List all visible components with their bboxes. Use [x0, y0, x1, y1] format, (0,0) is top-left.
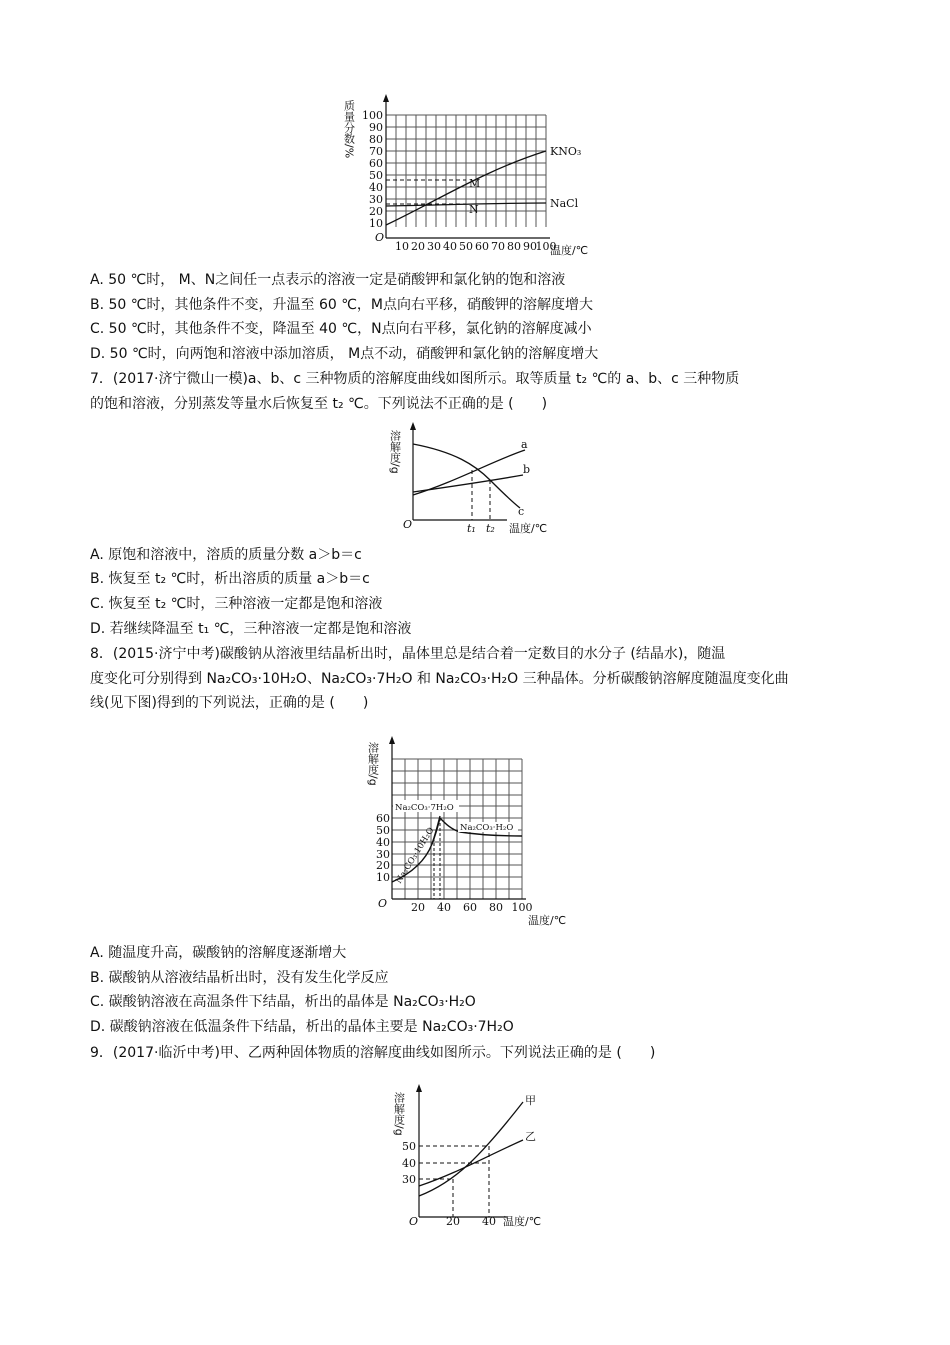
- x-axis-label: 温度/℃: [550, 244, 589, 257]
- curve-c: [413, 444, 520, 508]
- y-tick: 40: [369, 181, 383, 194]
- x-tick: 20: [446, 1215, 460, 1228]
- q8-option-c: C. 碳酸钠溶液在高温条件下结晶，析出的晶体是 Na₂CO₃·H₂O: [90, 994, 476, 1010]
- q7-option-d: D. 若继续降温至 t₁ ℃，三种溶液一定都是饱和溶液: [90, 621, 412, 637]
- y-tick: 80: [369, 133, 383, 146]
- y-tick: 30: [376, 848, 390, 861]
- q7-stem-line2: 的饱和溶液，分别蒸发等量水后恢复至 t₂ ℃。下列说法不正确的是 ( ): [90, 396, 548, 412]
- curve-a-label: a: [521, 438, 528, 451]
- y-tick: 30: [369, 193, 383, 206]
- y-tick: 50: [376, 824, 390, 837]
- x-tick: 60: [463, 901, 477, 914]
- jia-yi-solubility-chart: [392, 1082, 565, 1232]
- origin-label: O: [403, 518, 413, 531]
- q8-option-b: B. 碳酸钠从溶液结晶析出时，没有发生化学反应: [90, 970, 389, 986]
- y-axis-label: 溶解度/g: [392, 1092, 406, 1136]
- y-tick: 30: [402, 1173, 416, 1186]
- y-tick: 40: [376, 836, 390, 849]
- y-tick: 20: [376, 859, 390, 872]
- m-point-label: M: [469, 177, 481, 190]
- x-tick: 40: [437, 901, 451, 914]
- q7-stem-line1: 7．(2017·济宁微山一模)a、b、c 三种物质的溶解度曲线如图所示。取等质量 t₂ ℃的 a、b、c 三种物质: [90, 371, 740, 387]
- y-tick: 90: [369, 121, 383, 134]
- kno3-label: KNO₃: [550, 145, 582, 158]
- x-axis-label: 温度/℃: [509, 522, 548, 535]
- y-tick: 100: [362, 109, 383, 122]
- y-tick: 50: [402, 1140, 416, 1153]
- q8-stem-line3: 线(见下图)得到的下列说法，正确的是 ( ): [90, 695, 369, 711]
- heptahydrate-label: Na₂CO₃·7H₂O: [395, 803, 454, 813]
- x-tick: 40: [482, 1215, 496, 1228]
- curve-b: [413, 475, 523, 492]
- curve-a: [413, 450, 525, 495]
- y-tick: 70: [369, 145, 383, 158]
- y-tick: 40: [402, 1157, 416, 1170]
- q7-option-c: C. 恢复至 t₂ ℃时，三种溶液一定都是饱和溶液: [90, 596, 383, 612]
- y-axis-label: 质量分数/%: [342, 100, 356, 159]
- y-axis-label: 溶解度/g: [366, 742, 380, 786]
- y-tick: 60: [369, 157, 383, 170]
- y-tick: 10: [369, 217, 383, 230]
- curve-c-label: c: [518, 505, 525, 518]
- x-tick: 20: [411, 240, 425, 253]
- x-tick: 70: [491, 240, 505, 253]
- q8-stem-line1: 8．(2015·济宁中考)碳酸钠从溶液里结晶析出时，晶体里总是结合着一定数目的水分子 (结晶水)，随温: [90, 646, 726, 662]
- origin-label: O: [375, 231, 385, 244]
- yi-label: 乙: [525, 1130, 536, 1143]
- mass-fraction-chart: [342, 90, 620, 257]
- q6-option-d: D. 50 ℃时，向两饱和溶液中添加溶质， M点不动，硝酸钾和氯化钠的溶解度增大: [90, 346, 599, 362]
- abc-solubility-chart: [388, 420, 565, 540]
- x-tick: 30: [427, 240, 441, 253]
- q8-option-a: A. 随温度升高，碳酸钠的溶解度逐渐增大: [90, 945, 347, 961]
- q9-stem: 9．(2017·临沂中考)甲、乙两种固体物质的溶解度曲线如图所示。下列说法正确的是 ( ): [90, 1045, 656, 1061]
- y-tick: 50: [369, 169, 383, 182]
- x-tick: 100: [535, 240, 557, 253]
- na2co3-solubility-chart: [366, 734, 580, 929]
- x-tick: 10: [395, 240, 409, 253]
- q7-option-b: B. 恢复至 t₂ ℃时，析出溶质的质量 a＞b＝c: [90, 571, 370, 587]
- x-tick: 60: [475, 240, 489, 253]
- q8-stem-line2: 度变化可分别得到 Na₂CO₃·10H₂O、Na₂CO₃·7H₂O 和 Na₂CO₃·H₂O 三种晶体。分析碳酸钠溶解度随温度变化曲: [90, 671, 789, 687]
- q7-option-a: A. 原饱和溶液中，溶质的质量分数 a＞b＝c: [90, 547, 362, 563]
- y-axis-label: 溶解度/g: [388, 430, 402, 474]
- n-point-label: N: [469, 203, 479, 216]
- y-tick: 10: [376, 871, 390, 884]
- x-tick: 20: [411, 901, 425, 914]
- x-axis-label: 温度/℃: [503, 1215, 542, 1228]
- jia-label: 甲: [525, 1094, 536, 1107]
- t2-label: t₂: [486, 522, 495, 535]
- q8-option-d: D. 碳酸钠溶液在低温条件下结晶，析出的晶体主要是 Na₂CO₃·7H₂O: [90, 1019, 514, 1035]
- origin-label: O: [378, 897, 388, 910]
- x-tick: 40: [443, 240, 457, 253]
- x-axis-label: 温度/℃: [528, 914, 567, 927]
- nacl-label: NaCl: [550, 197, 579, 210]
- q6-option-a: A. 50 ℃时， M、N之间任一点表示的溶液一定是硝酸钾和氯化钠的饱和溶液: [90, 272, 566, 288]
- origin-label: O: [409, 1215, 419, 1228]
- x-tick: 100: [511, 901, 533, 914]
- t1-label: t₁: [467, 522, 476, 535]
- x-tick: 50: [459, 240, 473, 253]
- q6-option-c: C. 50 ℃时，其他条件不变，降温至 40 ℃，N点向右平移，氯化钠的溶解度减小: [90, 321, 592, 337]
- x-tick: 90: [523, 240, 537, 253]
- jia-curve: [419, 1102, 523, 1196]
- y-tick: 20: [369, 205, 383, 218]
- decahydrate-label: Na₂CO₃·10H₂O: [394, 825, 437, 886]
- curve-b-label: b: [523, 463, 531, 476]
- q6-option-b: B. 50 ℃时，其他条件不变，升温至 60 ℃，M点向右平移，硝酸钾的溶解度增大: [90, 297, 594, 313]
- y-tick: 60: [376, 812, 390, 825]
- x-tick: 80: [489, 901, 503, 914]
- x-tick: 80: [507, 240, 521, 253]
- monohydrate-label: Na₂CO₃·H₂O: [460, 823, 514, 833]
